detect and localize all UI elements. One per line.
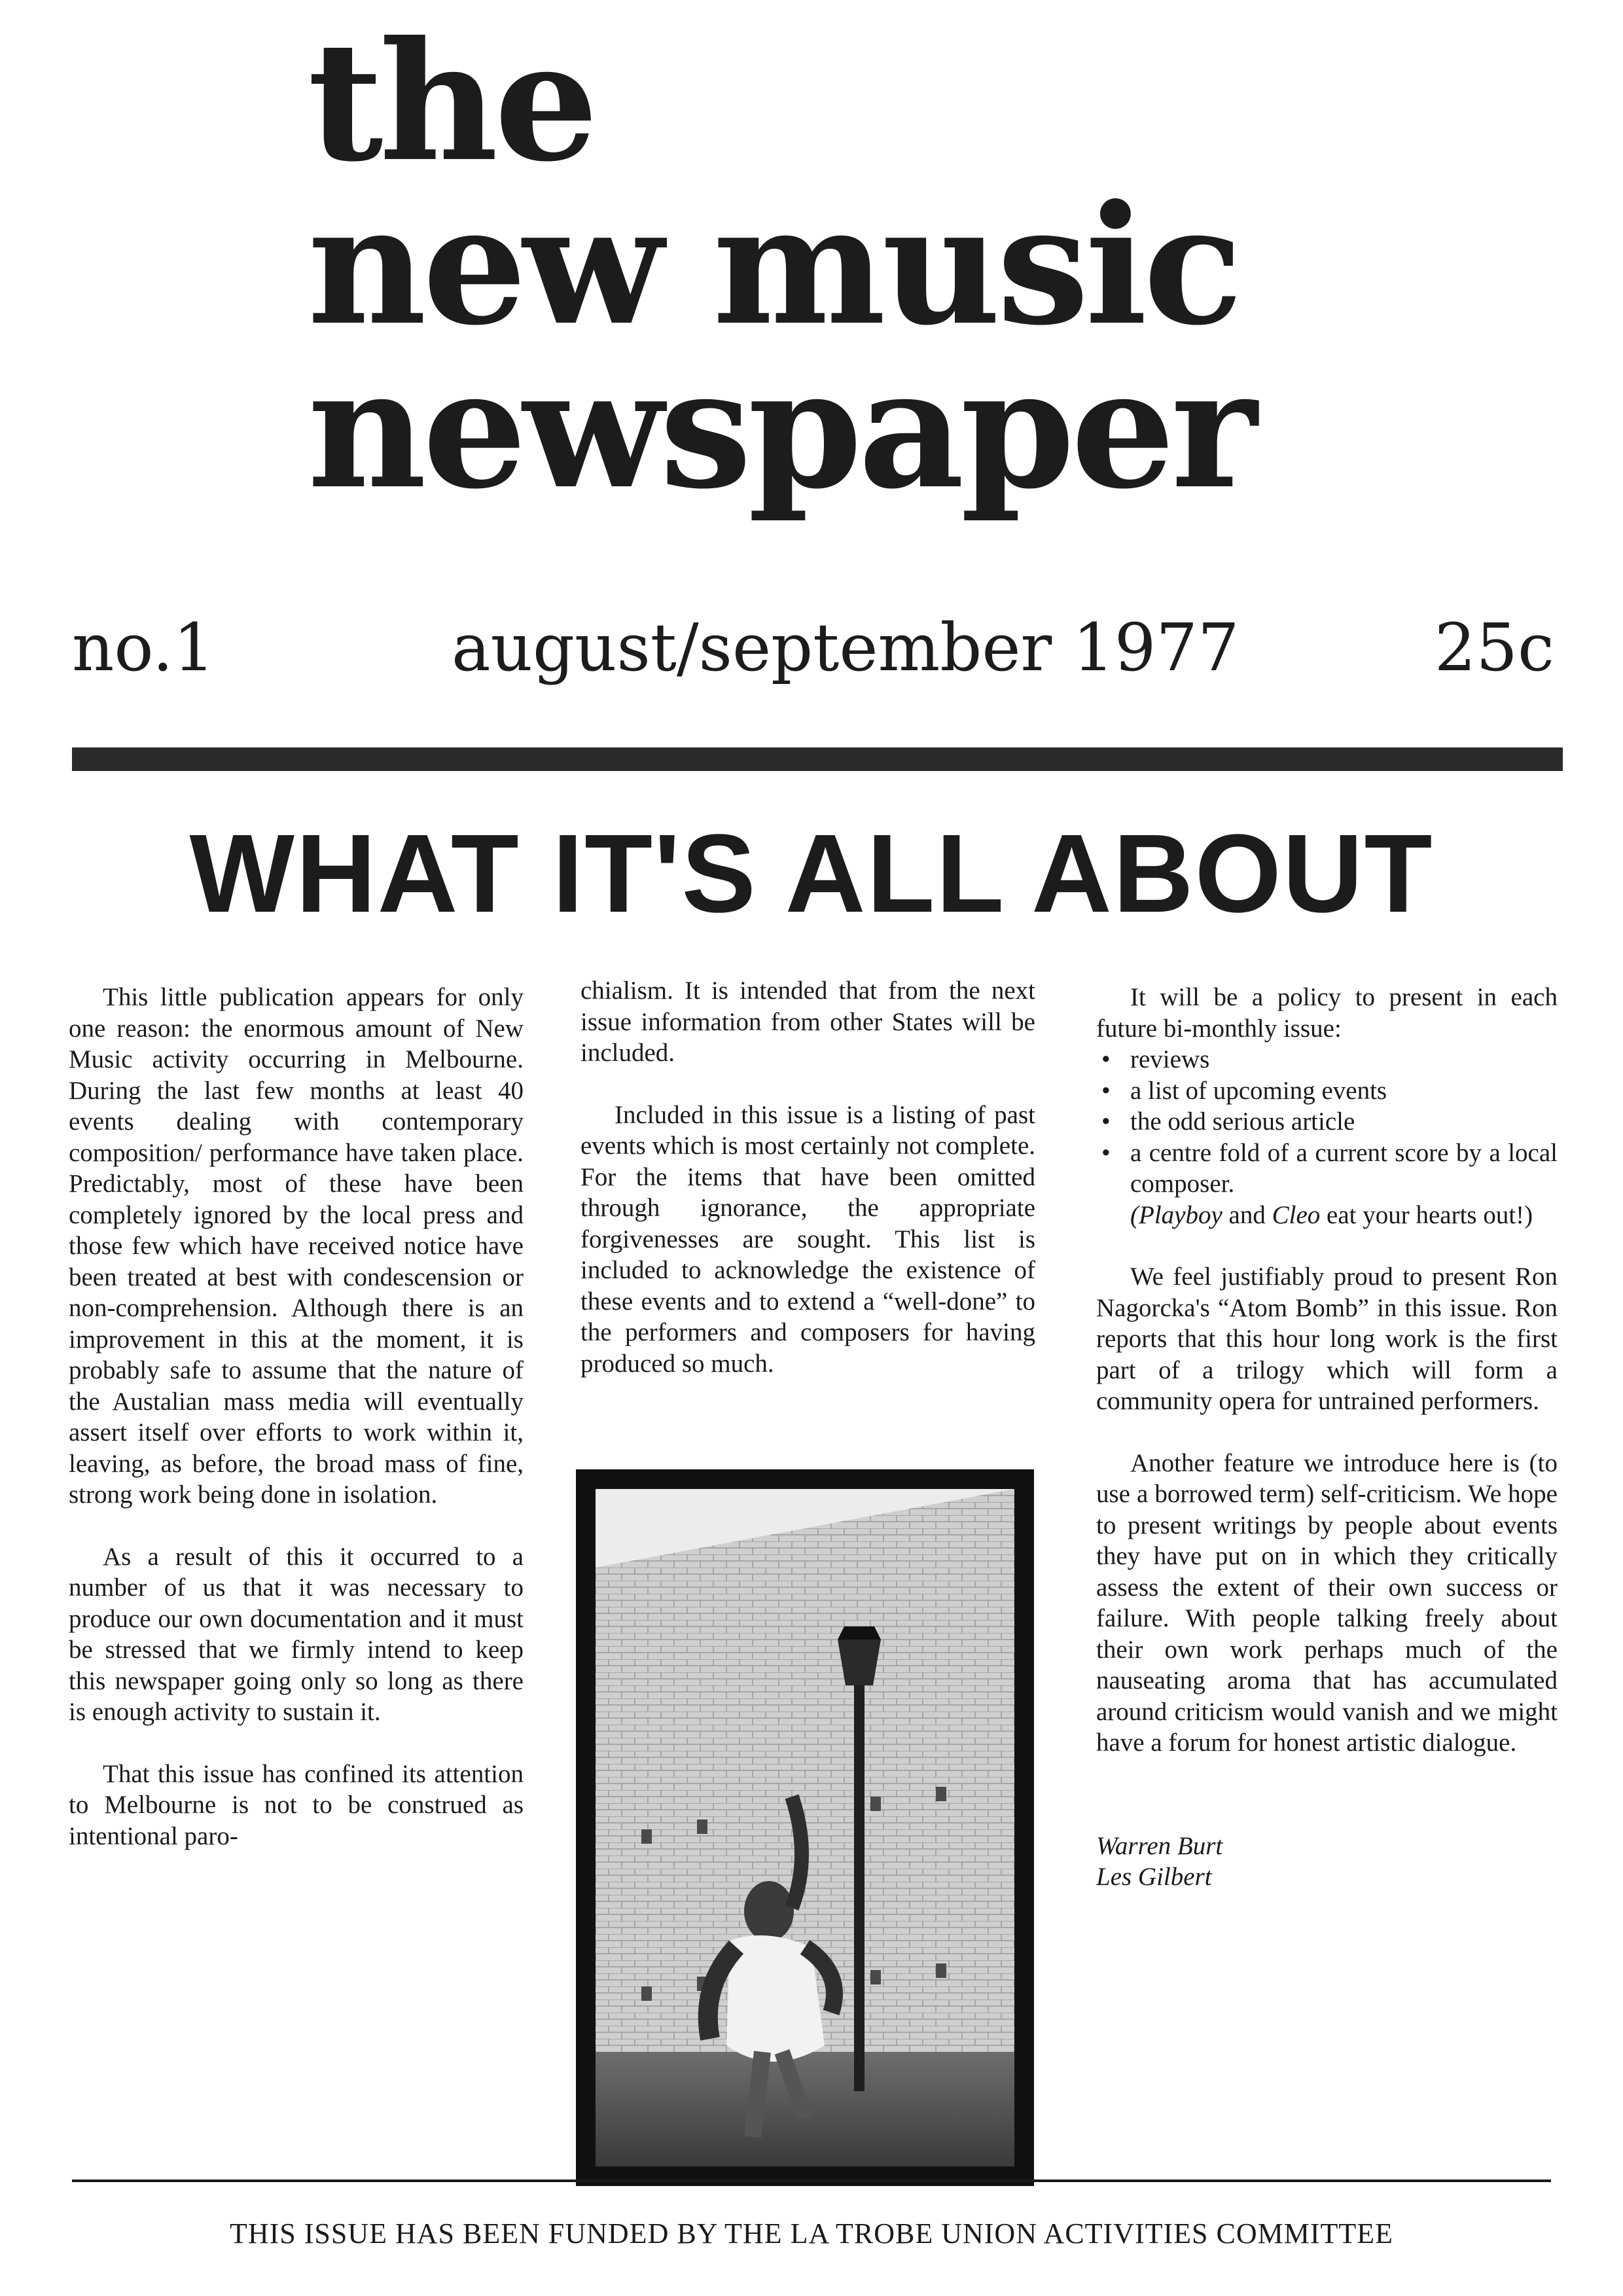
- author-name: Warren Burt: [1096, 1831, 1223, 1860]
- masthead-line-the: the: [308, 5, 595, 198]
- masthead-title: [308, 5, 1355, 525]
- photo-image: [596, 1489, 1014, 2166]
- article-column-2: [580, 975, 1035, 1410]
- paragraph: Another feature we introduce here is (to use a borrowed term) self-criticism. We hope to present writings by people about events they have put on in which they critically assess the extent of their own success or failure. With people talking freely about their own work perhaps much of the nauseating aroma that has accumulated around criticism would vanish and we might have a forum for honest artistic dialogue.: [1096, 1448, 1558, 1757]
- article-headline: WHAT IT'S ALL ABOUT: [189, 812, 1434, 936]
- paragraph: It will be a policy to present in each future bi-monthly issue:: [1096, 983, 1558, 1043]
- author-name: Les Gilbert: [1096, 1863, 1212, 1891]
- masthead-line-new-music: new music: [308, 169, 1240, 361]
- masthead-divider: [72, 747, 1563, 771]
- list-item: • the odd serious article: [1096, 1106, 1558, 1138]
- policy-list: [1096, 1044, 1558, 1200]
- aside-note: (Playboy and Cleo eat your hearts out!): [1130, 1200, 1533, 1229]
- paragraph: This little publication appears for only one reason: the enormous amount of New Music activity occurring in Melbourne. During the last few months at least 40 events dealing with contemporary composition/ performance have taken place. Predictably, most of these have been completely ignored by the local press and those few which have received notice have been treated at best with condescension or non-comprehension. Although there is an improvement in this at the moment, it is probably safe to assume that the nature of the Austalian mass media will eventually assert itself over efforts to work within it, leaving, as before, the broad mass of fine, strong work being done in isolation.: [69, 983, 524, 1509]
- performer-photo: [576, 1469, 1034, 2186]
- magazine-name: Cleo: [1272, 1200, 1321, 1229]
- magazine-name: Playboy: [1139, 1200, 1222, 1229]
- issue-number: no.1: [72, 609, 215, 686]
- signature: [1096, 1831, 1558, 1893]
- paragraph: We feel justifiably proud to present Ron Nagorcka's “Atom Bomb” in this issue. Ron reports that this hour long work is the first part of a trilogy which will form a community opera for untrained performers.: [1096, 1263, 1558, 1415]
- list-item: • reviews: [1096, 1044, 1558, 1075]
- issue-price: 25c: [1434, 609, 1554, 686]
- article-column-1: [69, 982, 524, 1882]
- list-item: • a list of upcoming events: [1096, 1075, 1558, 1107]
- list-item: • a centre fold of a current score by a local composer.: [1096, 1138, 1558, 1200]
- funding-footer: THIS ISSUE HAS BEEN FUNDED BY THE LA TROBE UNION ACTIVITIES COMMITTEE: [229, 2217, 1394, 2250]
- paragraph: chialism. It is intended that from the next issue information from other States will be included.: [580, 977, 1035, 1067]
- paragraph: That this issue has confined its attention to Melbourne is not to be construed as intentional paro-: [69, 1759, 524, 1850]
- paragraph: As a result of this it occurred to a number of us that it was necessary to produce our own documentation and it must be stressed that we firmly intend to keep this newspaper going only so long as there is enough activity to sustain it.: [69, 1542, 524, 1726]
- paragraph: Included in this issue is a listing of past events which is most certainly not complete. For the items that have been omitted through ignorance, the appropriate forgivenesses are sought. This list is included to acknowledge the existence of these events and to extend a “well-done” to the performers and composers for having produced so much.: [580, 1100, 1035, 1378]
- footer-divider: [72, 2179, 1551, 2182]
- masthead-line-newspaper: newspaper: [308, 332, 1254, 525]
- issue-date: august/september 1977: [452, 609, 1240, 686]
- article-column-3: [1096, 982, 1558, 1893]
